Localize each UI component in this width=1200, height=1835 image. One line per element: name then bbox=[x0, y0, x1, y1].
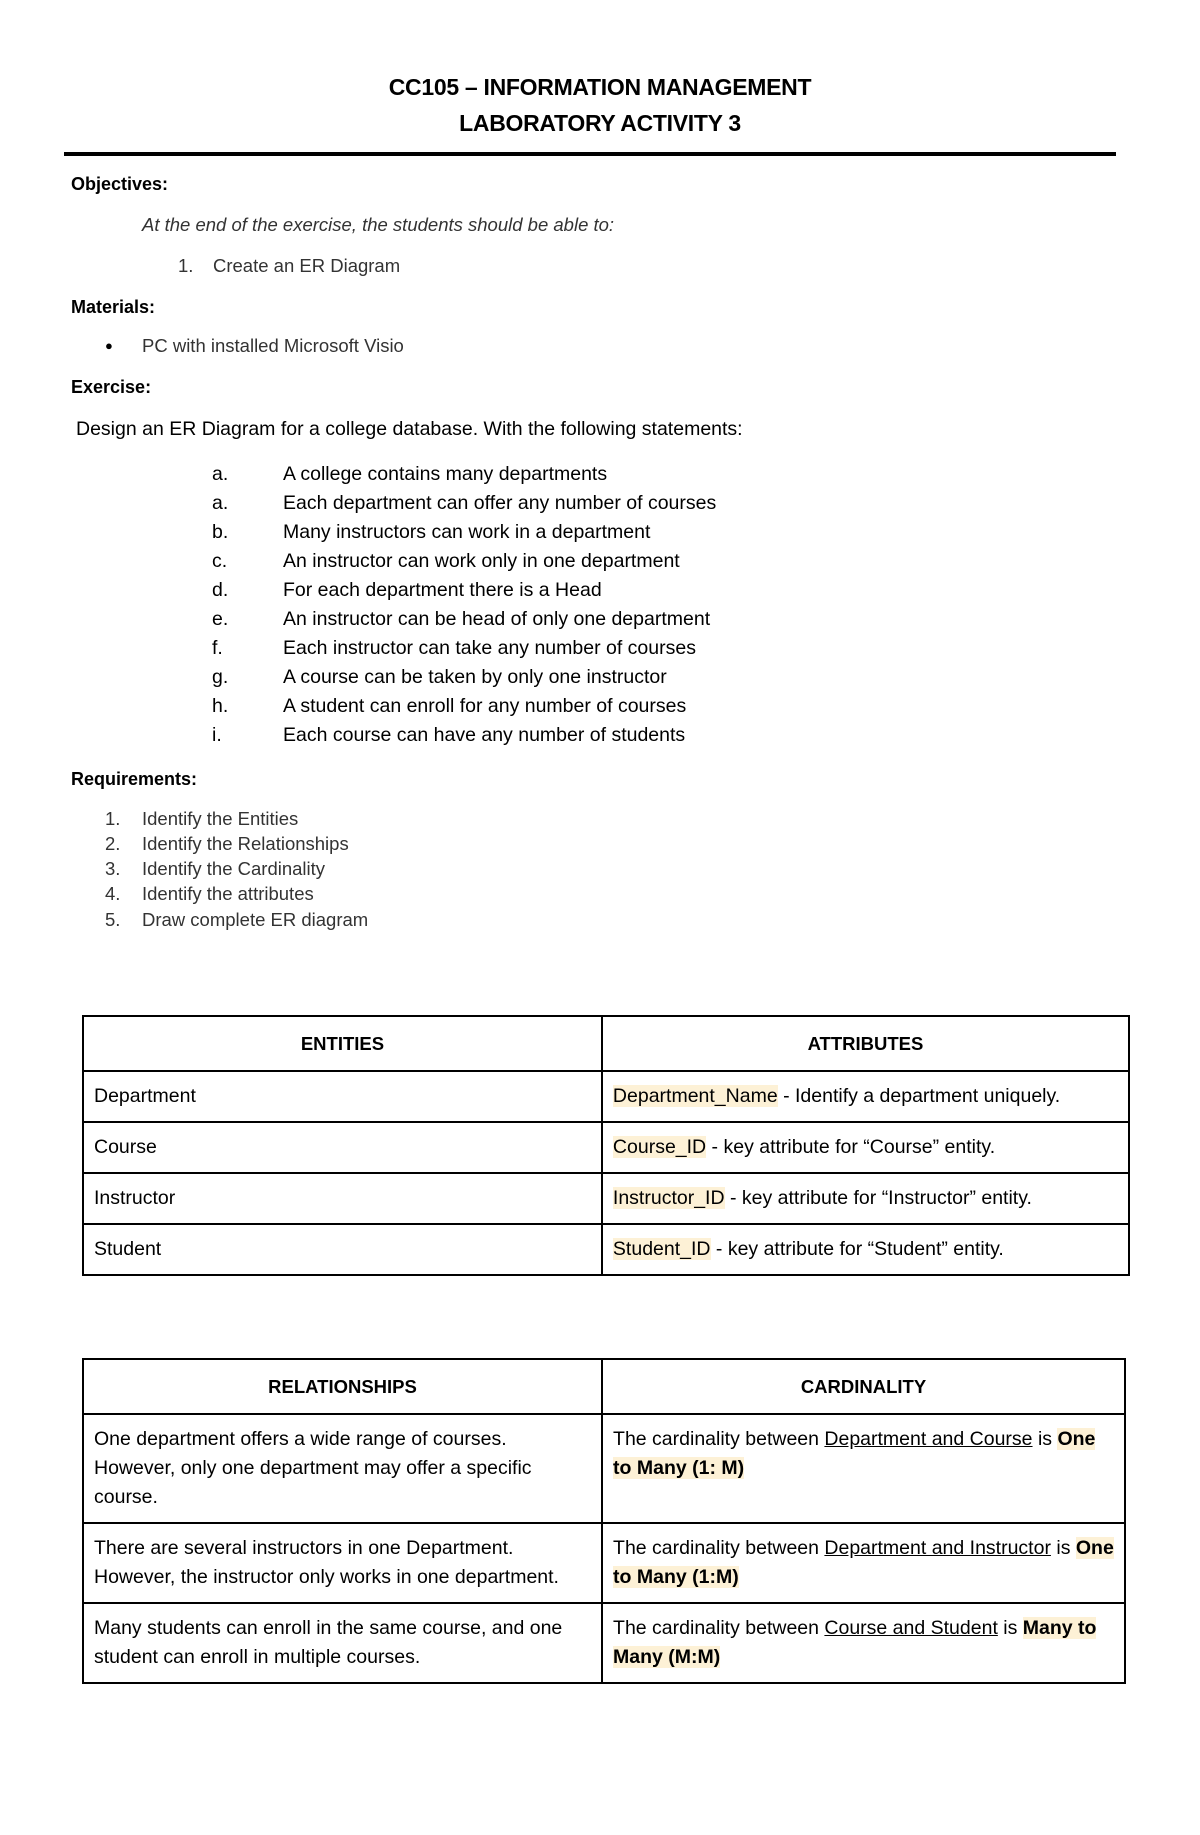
cardinality-prefix: The cardinality between bbox=[613, 1537, 825, 1559]
requirement-item: Identify the Relationships bbox=[142, 833, 349, 854]
requirement-marker: 4. bbox=[105, 883, 121, 904]
entity-cell: Department bbox=[83, 1071, 602, 1122]
statement-marker: b. bbox=[212, 521, 229, 543]
column-header-attributes: ATTRIBUTES bbox=[602, 1016, 1129, 1071]
attribute-cell bbox=[602, 1071, 1129, 1122]
cardinality-value: One to Many (1: M) bbox=[613, 1428, 1096, 1479]
cardinality-prefix: The cardinality between bbox=[613, 1617, 825, 1639]
column-header-entities: ENTITIES bbox=[83, 1016, 602, 1071]
cardinality-is: is bbox=[1050, 1537, 1076, 1559]
relationship-cell: One department offers a wide range of courses. However, only one department may offer a specific course. bbox=[83, 1414, 602, 1523]
cardinality-cell bbox=[602, 1414, 1125, 1523]
statement-text: An instructor can work only in one department bbox=[283, 550, 680, 572]
attribute-cell bbox=[602, 1224, 1129, 1275]
table-header-row bbox=[83, 1016, 1129, 1071]
table-header-row bbox=[83, 1359, 1125, 1414]
table-row bbox=[83, 1414, 1125, 1523]
table-row bbox=[83, 1603, 1125, 1683]
table-row bbox=[83, 1071, 1129, 1122]
requirement-marker: 2. bbox=[105, 833, 121, 854]
cardinality-value: Many to Many (M:M) bbox=[613, 1617, 1097, 1668]
relationship-cell: There are several instructors in one Department. However, the instructor only works in one department. bbox=[83, 1523, 602, 1603]
entity-cell: Instructor bbox=[83, 1173, 602, 1224]
attribute-cell bbox=[602, 1173, 1129, 1224]
document-subtitle: LABORATORY ACTIVITY 3 bbox=[459, 110, 741, 136]
column-header-relationships: RELATIONSHIPS bbox=[83, 1359, 602, 1414]
statement-marker: g. bbox=[212, 666, 229, 688]
key-attribute: Course_ID bbox=[612, 1136, 707, 1158]
statement-marker: a. bbox=[212, 463, 229, 485]
table-row bbox=[83, 1173, 1129, 1224]
relationship-cell: Many students can enroll in the same course, and one student can enroll in multiple courses. bbox=[83, 1603, 602, 1683]
cardinality-is: is bbox=[997, 1617, 1023, 1639]
material-item: PC with installed Microsoft Visio bbox=[142, 335, 404, 356]
entities-table bbox=[82, 1015, 1130, 1276]
statement-text: Each instructor can take any number of courses bbox=[283, 637, 696, 659]
exercise-intro: Design an ER Diagram for a college database. With the following statements: bbox=[76, 418, 743, 440]
statement-marker: c. bbox=[212, 550, 228, 572]
requirement-item: Identify the attributes bbox=[142, 883, 314, 904]
exercise-heading: Exercise: bbox=[71, 377, 152, 397]
objectives-intro: At the end of the exercise, the students should be able to: bbox=[142, 214, 615, 235]
attribute-description: - key attribute for “Student” entity. bbox=[710, 1238, 1004, 1260]
cardinality-cell bbox=[602, 1603, 1125, 1683]
requirement-marker: 1. bbox=[105, 808, 121, 829]
cardinality-prefix: The cardinality between bbox=[613, 1428, 825, 1450]
entity-pair: Department and Instructor bbox=[824, 1537, 1051, 1559]
key-attribute: Department_Name bbox=[612, 1085, 778, 1107]
statement-marker: a. bbox=[212, 492, 229, 514]
statement-text: A student can enroll for any number of courses bbox=[283, 695, 687, 717]
statement-marker: i. bbox=[212, 724, 222, 746]
attribute-description: - key attribute for “Course” entity. bbox=[706, 1136, 996, 1158]
relationships-table bbox=[82, 1358, 1126, 1684]
objective-item: Create an ER Diagram bbox=[213, 255, 401, 276]
statement-marker: d. bbox=[212, 579, 229, 601]
attribute-description: - key attribute for “Instructor” entity. bbox=[724, 1187, 1032, 1209]
table-row bbox=[83, 1523, 1125, 1603]
attribute-cell bbox=[602, 1122, 1129, 1173]
requirement-marker: 5. bbox=[105, 909, 121, 930]
cardinality-is: is bbox=[1032, 1428, 1058, 1450]
requirement-item: Identify the Cardinality bbox=[142, 858, 326, 879]
table-row bbox=[83, 1224, 1129, 1275]
column-header-cardinality: CARDINALITY bbox=[602, 1359, 1125, 1414]
entity-pair: Course and Student bbox=[824, 1617, 998, 1639]
cardinality-value: One to Many (1:M) bbox=[613, 1537, 1114, 1588]
statement-marker: f. bbox=[212, 637, 223, 659]
title-divider bbox=[64, 152, 1116, 156]
requirement-item: Draw complete ER diagram bbox=[142, 909, 369, 930]
statement-text: Each department can offer any number of courses bbox=[283, 492, 717, 514]
objective-marker: 1. bbox=[178, 255, 194, 276]
materials-heading: Materials: bbox=[71, 297, 156, 317]
statement-text: Each course can have any number of students bbox=[283, 724, 686, 746]
table-row bbox=[83, 1122, 1129, 1173]
bullet-icon: ● bbox=[105, 338, 113, 353]
cardinality-cell bbox=[602, 1523, 1125, 1603]
document-title: CC105 – INFORMATION MANAGEMENT bbox=[388, 74, 812, 100]
statement-marker: e. bbox=[212, 608, 229, 630]
statement-text: An instructor can be head of only one department bbox=[283, 608, 711, 630]
requirements-heading: Requirements: bbox=[71, 769, 198, 789]
objectives-heading: Objectives: bbox=[71, 174, 169, 194]
statement-marker: h. bbox=[212, 695, 229, 717]
key-attribute: Instructor_ID bbox=[612, 1187, 725, 1209]
entity-cell: Student bbox=[83, 1224, 602, 1275]
requirement-marker: 3. bbox=[105, 858, 121, 879]
statement-text: A college contains many departments bbox=[283, 463, 608, 485]
statement-text: A course can be taken by only one instructor bbox=[283, 666, 667, 688]
requirement-item: Identify the Entities bbox=[142, 808, 299, 829]
attribute-description: - Identify a department uniquely. bbox=[777, 1085, 1061, 1107]
entity-pair: Department and Course bbox=[824, 1428, 1033, 1450]
entity-cell: Course bbox=[83, 1122, 602, 1173]
statement-text: Many instructors can work in a department bbox=[283, 521, 651, 543]
key-attribute: Student_ID bbox=[612, 1238, 711, 1260]
statement-text: For each department there is a Head bbox=[283, 579, 602, 601]
